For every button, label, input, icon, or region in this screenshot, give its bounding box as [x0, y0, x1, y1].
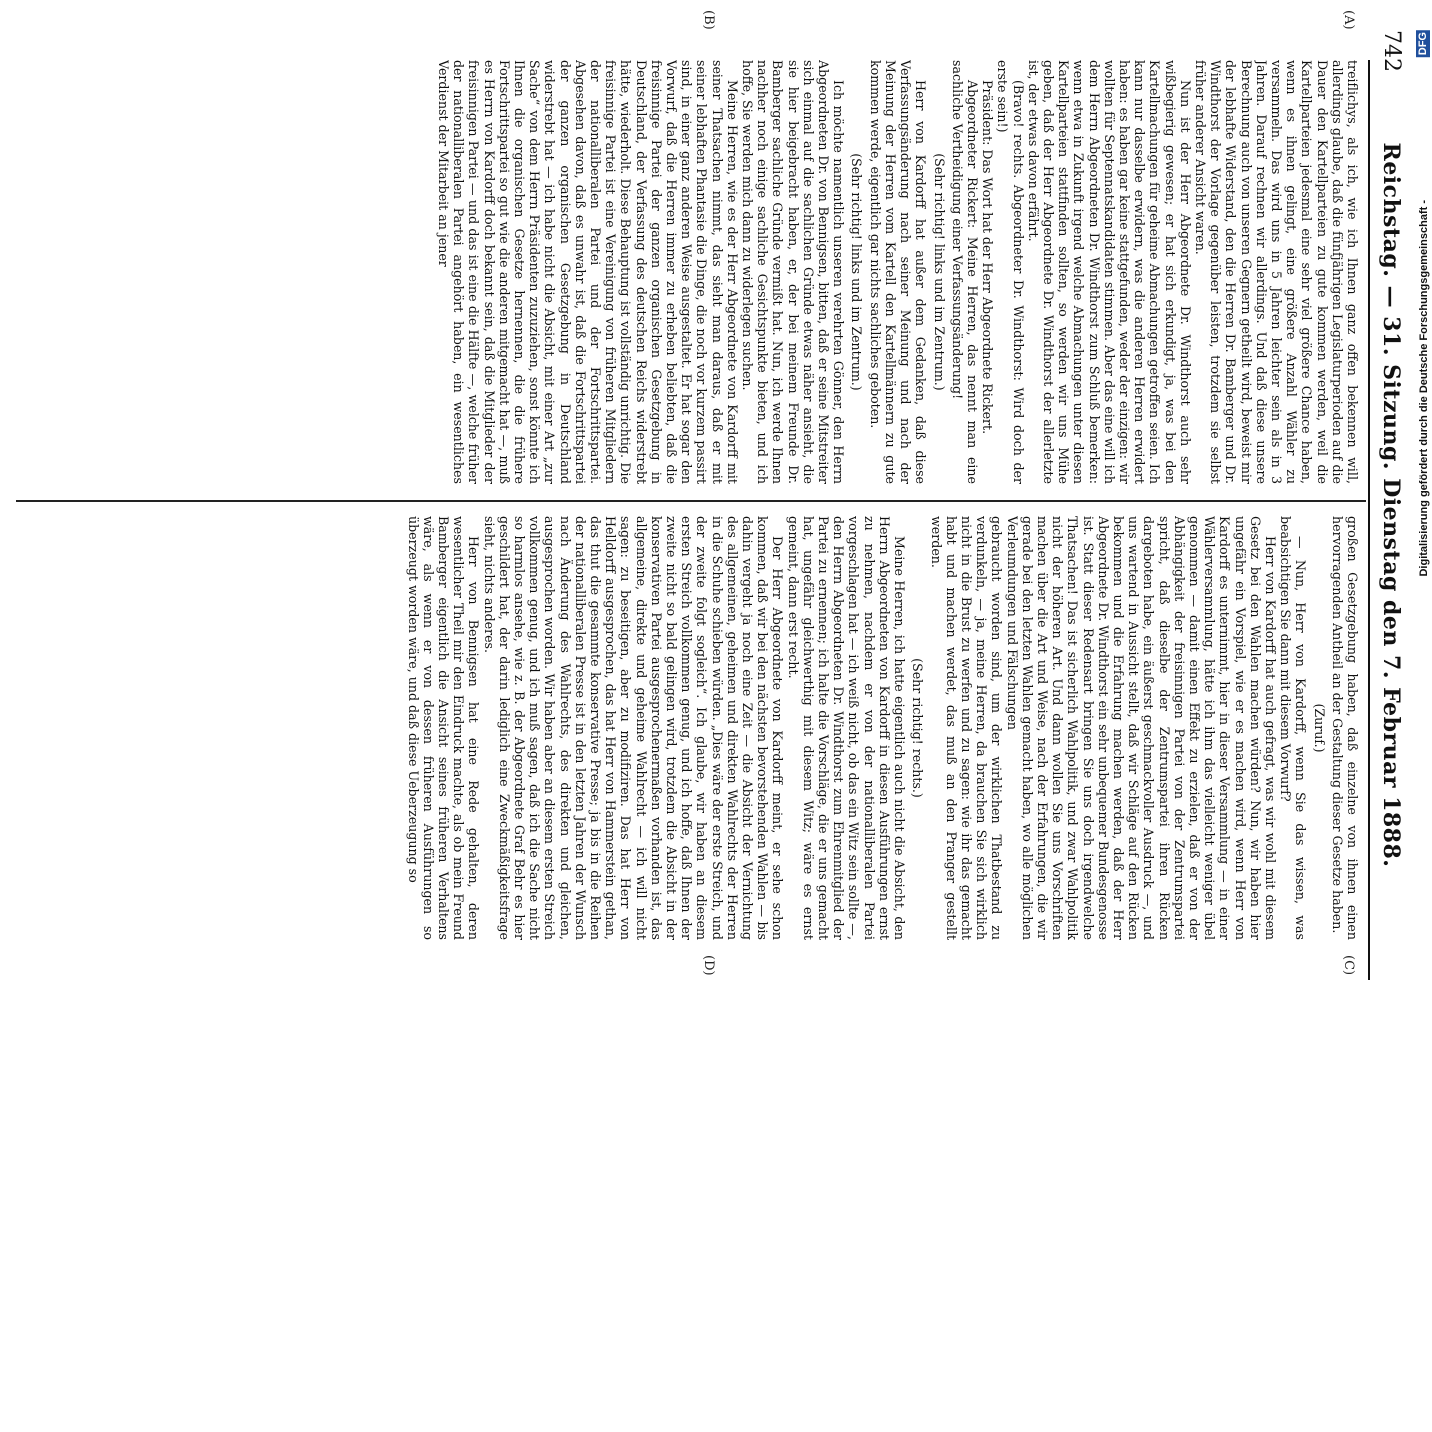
digitization-credit [1412, 0, 1430, 1432]
paragraph: — Nun, Herr von Kardorff, wenn Sie das wissen, was beabsichtigen Sie dann mit diesem Vorwurf? [1278, 516, 1309, 940]
column-divider [16, 500, 1366, 502]
margin-marker-a: (A) [1341, 10, 1356, 30]
margin-marker-d: (D) [701, 955, 716, 976]
dfg-logo: DFG [1417, 32, 1429, 56]
speaker-line: Abgeordneter Rickert: Meine Herren, das nennt man eine sachliche Vertheidigung einer Verfassungsänderung! [949, 60, 980, 484]
credit-text: Digitalisierung gefördert durch die Deutsche Forschungsgemeinschaft - [1418, 200, 1430, 577]
paragraph: Herr von Kardorff hat auch gefragt, was wir wohl mit diesem Gesetz bei den Wahlen machen würden? Nun, wir haben hier ungefähr ein Vorspiel, wie er es machen wird, wenn Herr von Kardorff es unternimmt, hier in dieser Versammlung — in einer Wählerversammlung, hätte ich ihm das vielleicht weniger übel genommen — damit einen Effekt zu erzielen, daß er von der Abhängigkeit der freisinnigen Partei von der Zentrumspartei spricht, daß dieselbe der Zentrumspartei ihren Rücken dargeboten habe, ein äußerst geschmackvoller Ausdruck —, und uns wartend in Aussicht stellt, daß wir Schläge auf den Rücken bekommen und die Erfahrung machen werden, daß der Herr Abgeordnete Dr. Windthorst ein sehr unbequemer Bundesgenosse ist. Statt dieser Redensart bringen Sie uns doch irgendwelche Thatsachen! Das ist sicherlich Wahlpolitik, und zwar Wahlpolitik nicht der höheren Art. Und dann wollen Sie uns Vorschriften machen über die Art und Weise, nach der Erfahrungen, die wir gerade bei den letzten Wahlen gemacht haben, wo alle möglichen Verleumdungen und Fälschungen [1004, 516, 1278, 940]
right-column [16, 516, 1360, 940]
paragraph: Ich möchte namentlich unseren verehrten Gönner, den Herrn Abgeordneten Dr. von Bennigsen, bitten, daß er seine Mitstreiter sich einmal auf die sachlichen Gründe etwas näher ansieht, die sie hier beigebracht haben, er, der bei meinem Freunde Dr. Bamberger sachliche Gründe vermißt hat. Nun, ich werde Ihnen nachher noch einige sachliche Gesichtspunkte bieten, und ich hoffe, Sie werden mich dann zu widerlegen suchen. [740, 60, 847, 484]
paragraph: großen Gesetzgebung haben, daß einzelne von ihnen einen hervorragenden Antheil an der Gestaltung dieser Gesetze haben. [1329, 516, 1360, 940]
interjection: (Sehr richtig! rechts.) [910, 658, 926, 798]
paragraph: Meine Herren, ich hatte eigentlich auch nicht die Absicht, den Herrn Abgeordneten von Kardorff in diesen Ausführungen ernst zu nehmen, nachdem er von der nationalliberalen Partei vorgeschlagen hat — ich weiß nicht, ob das ein Witz sein sollte —, den Herrn Abgeordneten Dr. Windthorst zum Ehrenmitglied der Partei zu ernennen; ich halte die Vorschläge, die er uns gemacht hat, ungefähr gleichwerthig mit diesem Witz; wäre es ernst gemeint, dann erst recht. [785, 516, 908, 940]
paragraph: Herr von Bennigsen hat eine Rede gehalten, deren wesentlicher Theil mir den Eindruck machte, als ob mein Freund Bamberger eigentlich die Ansicht seines früheren Verhaltens wäre, als wenn er von dessen früheren Ausführungen so überzeugt worden wäre, und daß diese Ueberzeugung so [405, 516, 482, 940]
page-title: Reichstag. — 31. Sitzung. Dienstag den 7. Februar 1888. [1378, 142, 1404, 868]
interjection: (Bravo! rechts. Abgeordneter Dr. Windthorst: Wird doch der erste sein!) [995, 60, 1026, 484]
left-column [16, 60, 1360, 484]
margin-marker-c: (C) [1341, 955, 1356, 976]
interjection: (Zuruf.) [1311, 703, 1327, 753]
page-header [1370, 30, 1410, 980]
paragraph: treiflichys, als ich, wie ich Ihnen ganz offen bekennen will, allerdings glaube, daß die fünfjährigen Legislaturperioden auf die Dauer den Kartellparteien zu gute kommen werden, weil die Kartellparteien jedesmal eine sehr viel größere Chance haben, wenn es ihnen gelingt, eine größere Anzahl Wähler zu versammeln. Das wird uns in 5 Jahren leichter sein als in 3 Jahren. Darauf rechnen wir allerdings. Und daß diese unsere Berechnung auch von unseren Gegnern getheilt wird, beweist mir der lebhafte Widerstand, den die Herren Dr. Bamberger und Dr. Windthorst der Vorlage gegenüber leisten, trotzdem sie selbst früher anderer Ansicht waren. [1192, 60, 1360, 484]
page-number: 742 [1379, 30, 1404, 72]
header-rule [1368, 60, 1370, 980]
paragraph: Nun ist der Herr Abgeordnete Dr. Windthorst auch sehr wißbegierig gewesen; er hat sich erkundigt, ja, was bei den Kartellmachungen für geheime Abmachungen getroffen seien. Ich kann nur dasselbe erwidern, was die anderen Herren erwidert haben: es haben gar keine stattgefunden, weder der einzigen: wir wollten für Septennatskandidaten stimmen. Aber das eine will ich dem Herrn Abgeordneten Dr. Windthorst zum Schluß bemerken: wenn etwa in Zukunft irgend welche Abmachungen unter diesen Kartellparteien stattfinden sollten, so werden wir uns Mühe geben, daß der Herr Abgeordnete Dr. Windthorst der allerletzte ist, der etwas davon erfährt. [1025, 60, 1193, 484]
paragraph: Der Herr Abgeordnete von Kardorff meint, er sehe schon kommen, daß wir bei den nächsten bevorstehenden Wahlen — bis dahin vergeht ja noch eine Zeit — die Absicht der Vernichtung des allgemeinen, geheimen und direkten Wahlrechts der Herren in die Schuhe schieben würden. „Dies wäre der erste Streich, und der zweite folgt sogleich“. Ich glaube, wir haben an diesem ersten Streich vollkommen genug, und ich hoffe, daß Ihnen der zweite nicht so bald gelingen wird, trotzdem die Absicht in der konservativen Partei ausgesprochenermaßen vorhanden ist, das allgemeine, direkte und geheime Wahlrecht — ich will nicht sagen: zu beseitigen, aber zu modifiziren. Das hat Herr von Helldorff ausgesprochen, das hat Herr von Hammerstein gethan, das thut die gesammte konservative Presse; ja bis in die Reihen der nationalliberalen Presse ist in den letzten Jahren der Wunsch nach Änderung des Wahlrechts, des direkten und gleichen, ausgesprochen worden. Wir haben aber an diesem ersten Streich vollkommen genug, und ich muß sagen, daß ich die Sache nicht so harmlos ansehe, wie z. B. der Abgeordnete Graf Behr es hier geschildert hat, der darin lediglich eine Zweckmäßigkeitsfrage sieht, nichts anderes. [481, 516, 786, 940]
paragraph: gebraucht worden sind, um der wirklichen Thatbestand zu verdunkeln, — ja, meine Herren, da brauchen Sie sich wirklich nicht in die Brust zu werfen und zu sagen: wie ihr das gemacht habt und machen werdet, das muß an den Pranger gestellt werden. [928, 516, 1005, 940]
paragraph: Herr von Kardorff hat außer dem Gedanken, daß diese Verfassungsänderung nach seiner Meinung und nach der Meinung der Herren vom Kartell den Kartellmännern zu gute kommen werde, eigentlich gar nichts sachliches geboten. [867, 60, 929, 484]
interjection: (Sehr richtig! links und im Zentrum.) [849, 153, 865, 391]
speaker-line: Präsident: Das Wort hat der Herr Abgeordnete Rickert. [980, 80, 996, 435]
paragraph: Meine Herren, wie es der Herr Abgeordnete von Kardorff mit seiner Thatsachen nimmt, das sieht man daraus, daß er mit seiner lebhaften Phantasie die Dinge, die noch vor kurzem passirt sind, in einer ganz anderen Weise ausgestaltet. Er hat sogar den Vorwurf, daß die Herren immer zu erheben beliebten, daß die freisinnige Partei der ganzen organischen Gesetzgebung in Deutschland, der Verfassung des deutschen Reichs widerstrebt hätte, wiederholt. Diese Behauptung ist vollständig unrichtig. Die freisinnige Partei ist eine Vereinigung von früheren Mitgliedern der nationalliberalen Partei und der Fortschrittspartei. Abgesehen davon, daß es unwahr ist, daß die Fortschrittspartei der ganzen organischen Gesetzgebung in Deutschland widerstrebt hat — ich habe nicht die Absicht, mit einer Art „zur Sache“ von dem Herrn Präsidenten zuzuziehen, sonst könnte ich Ihnen die organischen Gesetze hernennen, die die frühere Fortschrittspartei so gut wie die anderen mitgemacht hat —, muß es Herrn von Kardorff doch bekannt sein, daß die Mitglieder der freisinnigen Partei — und das ist eine die Hälfte —, welche früher der nationalliberalen Partei angehört haben, ein wesentliches Verdienst der Mitarbeit an jener [436, 60, 740, 484]
interjection: (Sehr richtig! links und im Zentrum.) [931, 153, 947, 391]
margin-marker-b: (B) [701, 10, 716, 30]
